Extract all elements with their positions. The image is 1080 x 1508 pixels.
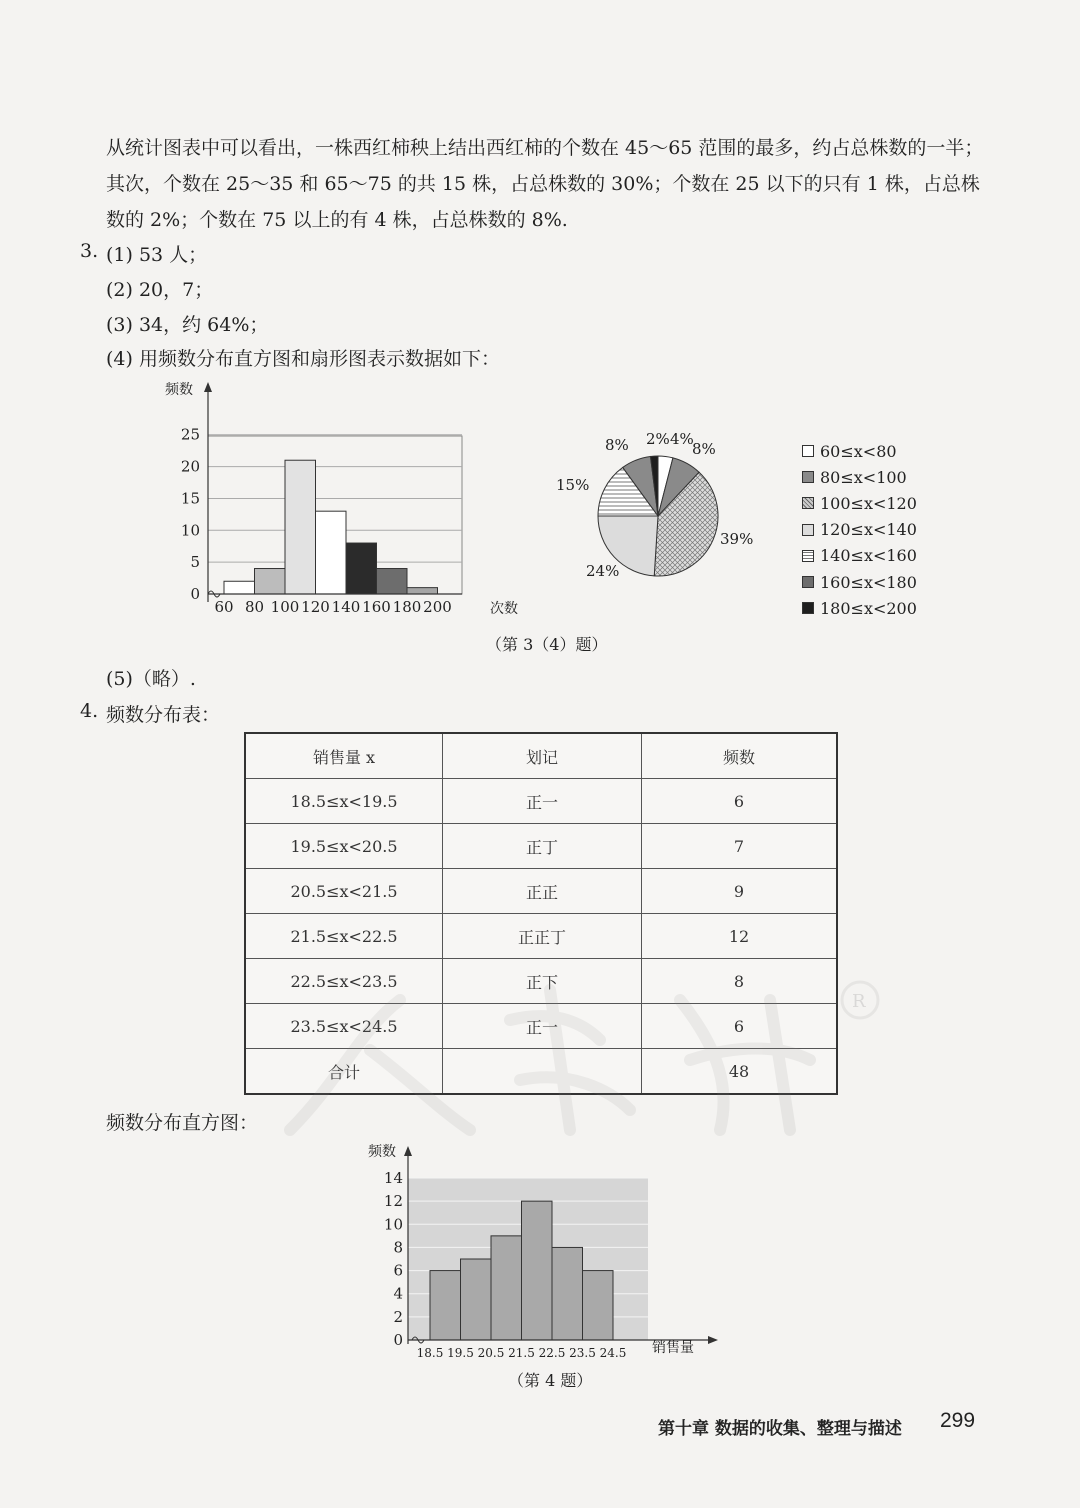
cell-tally: 正丁 (443, 824, 642, 869)
q3-part-1: (1) 53 人； (106, 244, 208, 266)
table-row (245, 824, 837, 869)
h2-y-arrow-icon (404, 1146, 412, 1156)
cell-frequency: 6 (642, 779, 838, 824)
cell-tally: 正下 (443, 959, 642, 1004)
table-row (245, 869, 837, 914)
h2-y-tick-label: 2 (393, 1307, 403, 1326)
legend-swatch (802, 445, 814, 457)
cell-tally: 正正丁 (443, 914, 642, 959)
h1-bar (224, 581, 255, 594)
h1-y-tick-label: 15 (180, 489, 200, 508)
h2-x-arrow-icon (708, 1336, 718, 1344)
pie-slice-label: 39% (720, 530, 754, 548)
h1-bar (377, 569, 408, 594)
h1-x-tick-label: 100 (270, 598, 300, 616)
h1-bar (285, 460, 316, 594)
h1-ylabel: 频数 (165, 382, 193, 398)
q3-number: 3. (80, 240, 99, 262)
h2-bar (522, 1201, 553, 1340)
legend-item (802, 569, 962, 595)
legend-swatch (802, 602, 814, 614)
cell-frequency: 9 (642, 869, 838, 914)
h2-bar (491, 1236, 522, 1340)
legend-label: 180≤x<200 (820, 598, 917, 618)
cell-tally: 正一 (443, 779, 642, 824)
h2-x-tick-label: 19.5 (447, 1346, 474, 1360)
pie-slice-label: 15% (556, 476, 590, 494)
h1-y-tick-label: 25 (180, 425, 200, 444)
table-row (245, 779, 837, 824)
h2-y-tick-label: 10 (383, 1215, 403, 1234)
cell-frequency: 12 (642, 914, 838, 959)
cell-range: 23.5≤x<24.5 (245, 1004, 443, 1049)
h1-x-tick-label: 120 (301, 598, 330, 616)
h2-bar (552, 1247, 583, 1340)
pie-slice-label: 4% (670, 430, 694, 448)
cell-frequency: 8 (642, 959, 838, 1004)
histogram-q3 (150, 376, 540, 626)
legend-swatch (802, 576, 814, 588)
h1-y-tick-label: 5 (190, 553, 200, 572)
chapter-footer: 第十章 数据的收集、整理与描述 (658, 1419, 902, 1439)
h2-x-tick-label: 21.5 (508, 1346, 535, 1360)
legend-label: 60≤x<80 (820, 441, 897, 461)
cell-range: 19.5≤x<20.5 (245, 824, 443, 869)
q3-part-3: (3) 34，约 64%； (106, 314, 269, 336)
header-frequency: 频数 (642, 733, 838, 779)
legend-item (802, 464, 962, 490)
pie-slice-label: 8% (692, 440, 716, 458)
h1-x-tick-label: 160 (362, 598, 391, 616)
h2-y-tick-label: 14 (383, 1169, 403, 1187)
legend-swatch (802, 550, 814, 562)
h2-y-tick-label: 12 (383, 1192, 403, 1211)
h1-x-tick-label: 140 (331, 598, 361, 616)
cell-range: 20.5≤x<21.5 (245, 869, 443, 914)
q4-histogram-title: 频数分布直方图： (106, 1112, 259, 1134)
q3-part-5: (5)（略）. (106, 668, 196, 690)
h2-xlabel: 销售量 (652, 1340, 694, 1356)
header-sales: 销售量 x (245, 733, 443, 779)
page-number: 299 (940, 1409, 976, 1432)
h2-x-tick-label: 24.5 (599, 1346, 627, 1360)
h1-y-tick-label: 20 (180, 457, 200, 476)
pie-slice-label: 8% (605, 436, 629, 454)
publisher-watermark (250, 960, 890, 1150)
q4-caption: （第 4 题） (508, 1371, 593, 1390)
legend-swatch (802, 524, 814, 536)
h2-bar (583, 1271, 614, 1340)
cell-tally: 正正 (443, 869, 642, 914)
h1-x-tick-label: 180 (392, 598, 422, 616)
pie-legend (802, 438, 962, 621)
header-tally: 划记 (443, 733, 642, 779)
histogram-q4 (360, 1140, 730, 1362)
q3-part-2: (2) 20，7； (106, 279, 214, 301)
q3-part-4: (4) 用频数分布直方图和扇形图表示数据如下： (106, 348, 500, 370)
cell-range: 22.5≤x<23.5 (245, 959, 443, 1004)
h1-x-tick-label: 80 (244, 598, 265, 616)
legend-swatch (802, 471, 814, 483)
legend-label: 140≤x<160 (820, 546, 917, 566)
h2-y-tick-label: 0 (393, 1331, 403, 1349)
legend-item (802, 595, 962, 621)
legend-item (802, 438, 962, 464)
cell-total-label: 合计 (245, 1049, 443, 1095)
table-header-row (245, 733, 837, 779)
h2-x-tick-label: 18.5 (416, 1346, 444, 1360)
q4-table-title: 频数分布表： (106, 704, 221, 726)
h2-bar (430, 1271, 461, 1340)
h1-bar (407, 588, 438, 594)
h1-bar (316, 511, 347, 594)
q3-caption: （第 3（4）题） (486, 635, 608, 654)
legend-item (802, 517, 962, 543)
pie-chart-q3 (556, 420, 770, 600)
legend-label: 120≤x<140 (820, 520, 917, 540)
cell-frequency: 7 (642, 824, 838, 869)
cell-tally: 正一 (443, 1004, 642, 1049)
h1-x-tick-label: 60 (214, 598, 234, 616)
h2-y-tick-label: 4 (393, 1284, 403, 1303)
h1-xlabel: 次数 (490, 601, 518, 617)
h2-y-tick-label: 8 (393, 1238, 403, 1257)
svg-text:R: R (852, 991, 866, 1012)
h2-x-tick-label: 20.5 (477, 1346, 505, 1360)
q4-number: 4. (80, 700, 99, 722)
h1-y-arrow-icon (204, 382, 212, 392)
h2-x-tick-label: 22.5 (538, 1346, 566, 1360)
legend-label: 80≤x<100 (820, 467, 907, 487)
legend-label: 160≤x<180 (820, 572, 917, 592)
table-row (245, 914, 837, 959)
cell-frequency: 6 (642, 1004, 838, 1049)
h1-bar (346, 543, 377, 594)
h1-x-tick-label: 200 (423, 598, 452, 616)
h2-y-tick-label: 6 (393, 1261, 403, 1280)
legend-label: 100≤x<120 (820, 493, 917, 513)
h1-y-tick-label: 0 (190, 585, 200, 603)
h1-bar (255, 569, 286, 594)
h2-x-tick-label: 23.5 (569, 1346, 596, 1360)
pie-slice-label: 2% (646, 430, 670, 448)
h1-y-tick-label: 10 (180, 521, 200, 540)
intro-paragraph: 从统计图表中可以看出，一株西红柿秧上结出西红柿的个数在 45～65 范围的最多，约占总株数的一半；其次，个数在 25～35 和 65～75 的共 15 株，占总株数的 30%；个数在 25 以下的只有 1 株，占总株数的 2%；个数在 75 以上的有 4 株，占总株数的 8%. (106, 137, 984, 231)
cell-range: 18.5≤x<19.5 (245, 779, 443, 824)
cell-range: 21.5≤x<22.5 (245, 914, 443, 959)
pie-slice-label: 24% (586, 562, 620, 580)
h2-bar (461, 1259, 492, 1340)
legend-item (802, 490, 962, 516)
h2-ylabel: 频数 (368, 1144, 396, 1160)
cell-total-frequency: 48 (642, 1049, 838, 1095)
legend-swatch (802, 497, 814, 509)
legend-item (802, 543, 962, 569)
